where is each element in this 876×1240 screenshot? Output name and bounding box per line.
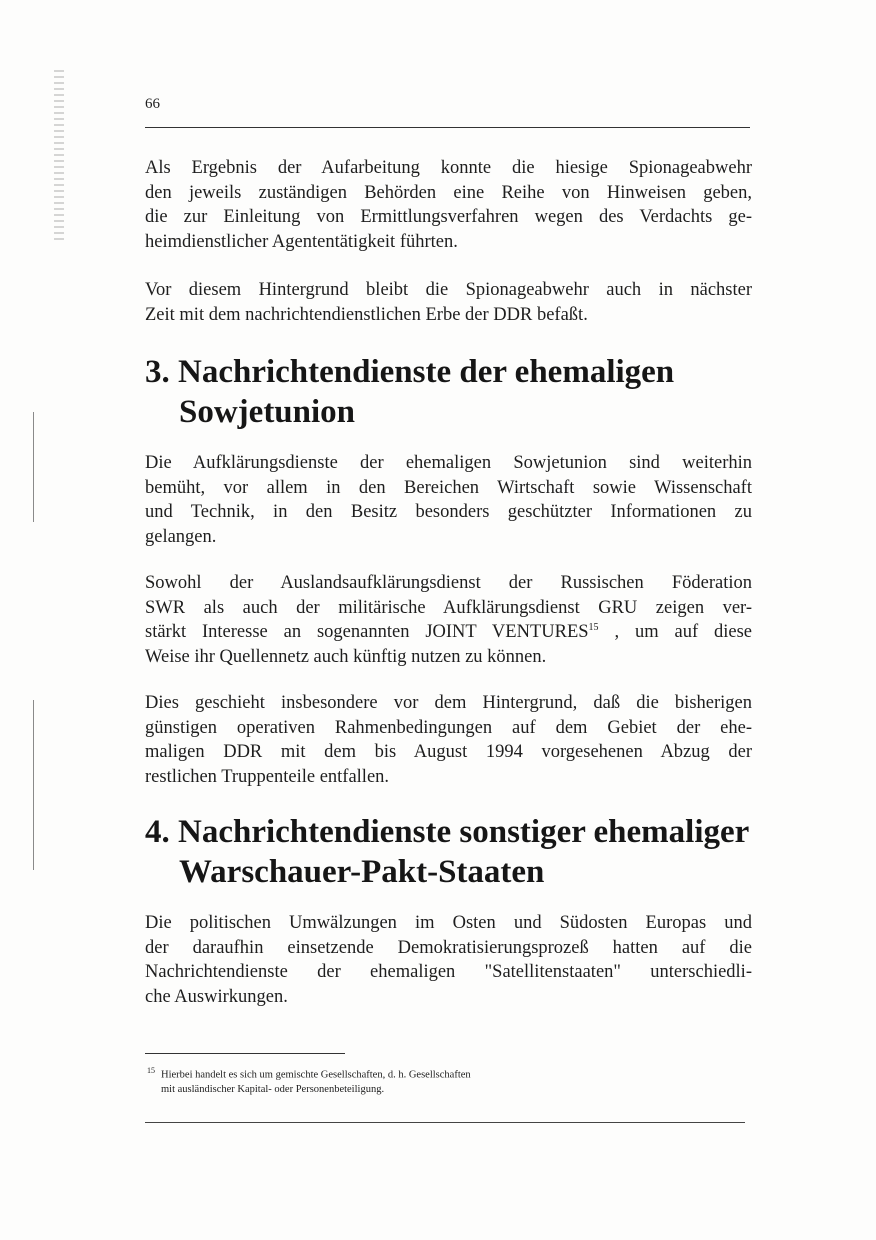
paragraph-5 <box>145 691 752 789</box>
paragraph-line: der daraufhin einsetzende Demokratisierungsprozeß hatten auf die <box>145 937 752 958</box>
paragraph-line: maligen DDR mit dem bis August 1994 vorgesehenen Abzug der <box>145 742 752 762</box>
heading-line: Warschauer-Pakt-Staaten <box>179 854 545 890</box>
paragraph-line: Weise ihr Quellennetz auch künftig nutzen zu können. <box>145 646 547 667</box>
paragraph-line: heimdienstlicher Agententätigkeit führten. <box>145 231 458 252</box>
footer-rule <box>145 1122 745 1123</box>
page-number: 66 <box>145 96 160 112</box>
paragraph-line: Zeit mit dem nachrichtendienstlichen Erbe der DDR befaßt. <box>145 304 588 325</box>
paragraph-line: Vor diesem Hintergrund bleibt die Spionageabwehr auch in nächster <box>145 280 752 300</box>
paragraph-line: restlichen Truppenteile entfallen. <box>145 766 390 787</box>
footnote-reference: 15 <box>588 621 599 633</box>
paragraph-line: Die politischen Umwälzungen im Osten und Südosten Europas und <box>145 913 752 933</box>
paragraph-line-text: stärkt Interesse an sogenannten JOINT VENTURES <box>145 622 589 642</box>
paragraph-line: Dies geschieht insbesondere vor dem Hintergrund, daß die bisherigen <box>145 693 752 713</box>
paragraph-line-with-footnote <box>145 620 752 645</box>
paragraph-line: SWR als auch der militärische Aufklärungsdienst GRU zeigen ver- <box>145 597 752 618</box>
paragraph-line: den jeweils zuständigen Behörden eine Reihe von Hinweisen geben, <box>145 182 752 203</box>
scan-margin-mark <box>33 700 34 870</box>
paragraph-line: die zur Einleitung von Ermittlungsverfahren wegen des Verdachts ge- <box>145 207 752 227</box>
section-heading-4 <box>145 812 749 892</box>
paragraph-line: Als Ergebnis der Aufarbeitung konnte die hiesige Spionageabwehr <box>145 158 752 178</box>
paragraph-line: bemüht, vor allem in den Bereichen Wirtschaft sowie Wissenschaft <box>145 477 752 498</box>
scan-binding-edge <box>54 70 64 240</box>
paragraph-2 <box>145 278 752 327</box>
paragraph-4 <box>145 571 752 669</box>
scan-margin-mark <box>33 412 34 522</box>
footnote-number: 15 <box>147 1066 155 1075</box>
paragraph-6 <box>145 911 752 1009</box>
section-heading-3 <box>145 352 674 432</box>
paragraph-line: Die Aufklärungsdienste der ehemaligen Sowjetunion sind weiterhin <box>145 453 752 473</box>
footnote-rule <box>145 1053 345 1054</box>
paragraph-line: Nachrichtendienste der ehemaligen "Satellitenstaaten" unterschiedli- <box>145 962 752 982</box>
heading-line: 4. Nachrichtendienste sonstiger ehemaliger <box>145 814 750 850</box>
paragraph-line: Sowohl der Auslandsaufklärungsdienst der Russischen Föderation <box>145 573 752 593</box>
paragraph-line: günstigen operativen Rahmenbedingungen auf dem Gebiet der ehe- <box>145 717 752 738</box>
footnote-line: mit ausländischer Kapital- oder Personenbeteiligung. <box>161 1083 385 1095</box>
paragraph-3 <box>145 451 752 549</box>
paragraph-line: che Auswirkungen. <box>145 986 288 1007</box>
header-rule <box>145 127 750 128</box>
heading-line: 3. Nachrichtendienste der ehemaligen <box>145 354 675 390</box>
paragraph-line: und Technik, in den Besitz besonders geschützter Informationen zu <box>145 502 752 522</box>
paragraph-line: gelangen. <box>145 526 217 547</box>
footnote <box>147 1064 471 1097</box>
heading-line: Sowjetunion <box>179 394 356 430</box>
paragraph-1 <box>145 156 752 254</box>
paragraph-line-text: , um auf diese <box>614 622 752 642</box>
footnote-line: Hierbei handelt es sich um gemischte Gesellschaften, d. h. Gesellschaften <box>161 1069 471 1081</box>
